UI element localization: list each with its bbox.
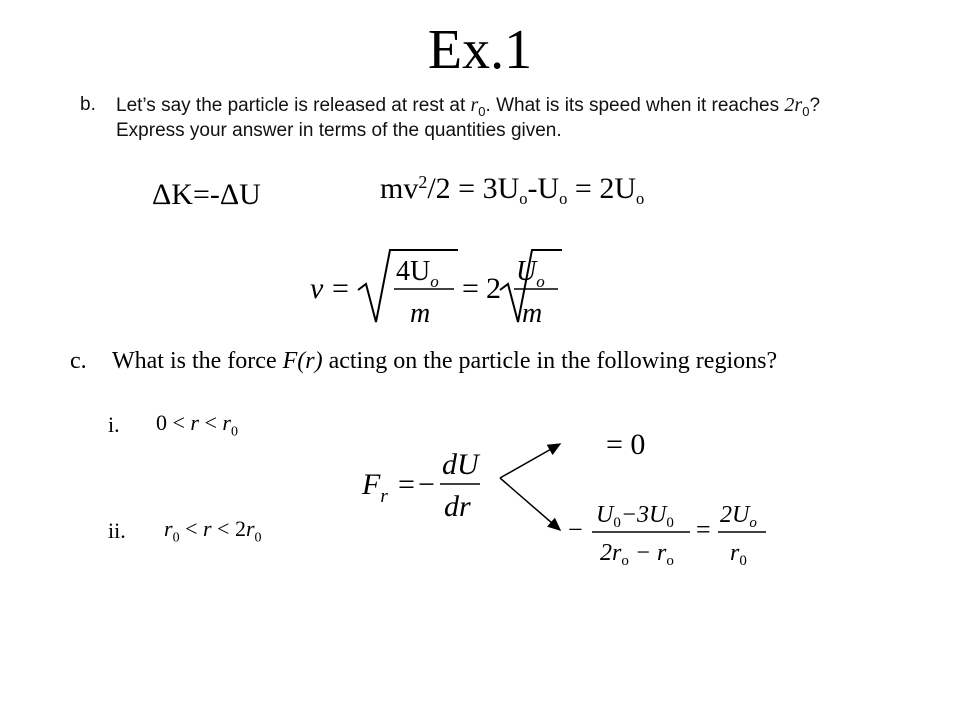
ke-part-b: /2 = 3U [427, 172, 520, 205]
part-c-text-end: acting on the particle in the following regions? [322, 348, 778, 374]
region-ii-mid: < [179, 516, 203, 541]
part-b-var-2r0-sub: 0 [802, 103, 810, 119]
region-i-var2: r [222, 410, 231, 435]
arrow-down-icon [500, 478, 560, 530]
slide-title: Ex.1 [427, 19, 533, 81]
part-b-line1-end: ? [809, 95, 821, 116]
ke-mv: mv [380, 172, 419, 205]
region-i-expression [156, 410, 238, 440]
speed-coef: 2 [486, 272, 501, 305]
arrow-up-icon [500, 444, 560, 478]
region-ii-var: r [164, 516, 173, 541]
speed-v: v [310, 272, 324, 305]
region-i-label: i. [108, 412, 120, 437]
speed-den1: m [410, 298, 431, 329]
region-i-pre: 0 < [156, 410, 191, 435]
energy-equation: ΔK=-ΔU [152, 178, 261, 211]
region-ii-sub: 0 [172, 530, 180, 546]
region-ii-var3: r [245, 516, 255, 541]
result-minus: − [568, 515, 583, 544]
region-ii-sub2: 0 [254, 530, 262, 546]
ke-sup-2: 2 [418, 172, 428, 193]
result-num2: $2U_o$ [720, 502, 757, 531]
part-c-text-pre: What is the force [112, 348, 283, 374]
result-den: $2r_o - r_o$ [600, 540, 674, 569]
branch-arrows [490, 430, 570, 540]
part-b-var-2r0: 2r [784, 94, 803, 116]
part-b-line1-mid: . What is its speed when it reaches [485, 95, 785, 116]
ke-part-d: = 2U [567, 172, 637, 205]
speed-eq2: = [462, 272, 479, 305]
force-eq: = [398, 468, 415, 501]
speed-num2: $U_o$ [516, 256, 545, 291]
force-equation [356, 440, 496, 530]
part-b-letter: b. [80, 94, 96, 115]
speed-den2: m [522, 298, 543, 329]
result-num: $U_0-3U_0$ [596, 502, 674, 531]
region-i-sub: 0 [230, 424, 238, 440]
part-c-letter: c. [70, 348, 87, 374]
ke-sub-o3: o [636, 188, 645, 208]
part-b-question-line2: Express your answer in terms of the quantities given. [116, 120, 562, 141]
part-c-question [112, 348, 777, 375]
ke-sub-o1: o [519, 188, 528, 208]
ke-part-c: -U [527, 172, 560, 205]
region-ii-var2: r [202, 516, 212, 541]
force-den: dr [444, 490, 471, 523]
result-second-equation [566, 496, 776, 576]
force-F: $F_r$ [362, 468, 388, 507]
result-den2: $r_0$ [730, 540, 747, 569]
region-ii-label: ii. [108, 518, 126, 543]
speed-num1: $4U_o$ [396, 256, 439, 291]
force-num: dU [442, 448, 479, 481]
speed-equation [300, 240, 580, 335]
part-b-var-r0: r [470, 94, 479, 116]
region-i-mid: < [198, 410, 223, 435]
part-b-var-r0-sub: 0 [478, 103, 486, 119]
part-b-line1-pre: Let’s say the particle is released at rest at [116, 95, 471, 116]
speed-eq1: = [332, 272, 349, 305]
kinetic-energy-equation [380, 172, 644, 209]
region-i-var: r [190, 410, 199, 435]
result-zero: = 0 [606, 428, 646, 461]
ke-sub-o2: o [559, 188, 568, 208]
force-minus: − [418, 468, 435, 501]
part-c-text-var: F(r) [282, 348, 323, 374]
region-ii-expression [164, 516, 262, 546]
result-eq: = [696, 515, 711, 544]
region-ii-mid2: < 2 [211, 516, 246, 541]
